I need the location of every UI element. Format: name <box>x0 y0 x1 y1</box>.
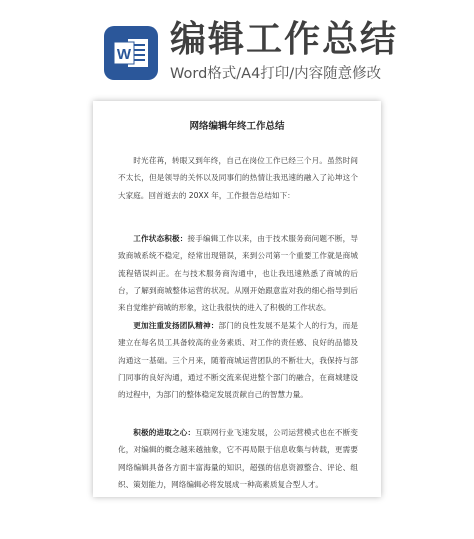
banner-title: 编辑工作总结 <box>170 19 399 60</box>
svg-text:W: W <box>116 46 132 63</box>
banner-subtitle: Word格式/A4打印/内容随意修改 <box>170 66 382 82</box>
document-paragraph-intro <box>118 152 358 204</box>
paragraph-lead: 积极的进取之心： <box>133 428 196 437</box>
paragraph-lead: 更加注重发扬团队精神： <box>133 321 219 330</box>
paragraph-lead: 工作状态积极： <box>133 234 188 243</box>
header-banner <box>0 0 474 92</box>
document-title: 网络编辑年终工作总结 <box>189 121 285 132</box>
document-paragraph-progress <box>118 424 358 493</box>
word-doc-icon <box>104 26 158 80</box>
paragraph-text: 接手编辑工作以来，由于技术服务商问题不断，导致商城系统不稳定，经常出现错误，来到公司第一个重要工作就是商城流程错误纠正。在与技术服务商沟通中，也让我迅速熟悉了商城的后台，了解到商城整体运营的状况。从刚开始跟意监对我的细心指导到后来自觉维护商城的形象，这让我很快的进入了积极的工作状态。 <box>118 234 359 313</box>
document-paragraph-work-state <box>118 230 358 316</box>
paragraph-text: 互联网行业飞速发展，公司运营模式也在不断变化，对编辑的概念越来越抽象，它不再局限于信息收集与转载，更需要网络编辑具备各方面丰富海量的知识，超强的信息资源整合、评论、组织、策划能力，网络编辑必将发展成一种高素质复合型人才。 <box>118 428 358 489</box>
paragraph-text: 部门的良性发展不是某个人的行为，而是建立在每名员工具备较高的业务素质、对工作的责任感、良好的品德及沟通这一基础。三个月来，随着商城运营团队的不断壮大，我保持与部门同事的良好沟通，通过不断交流来促进整个部门的融合，在商城建设的过程中，为部门的整体稳定发展贡献自己的智慧力量。 <box>118 321 359 400</box>
document-page <box>93 101 381 497</box>
paragraph-text: 时光荏苒，转眼又到年终，自己在岗位工作已经三个月。虽然时间不太长，但是领导的关怀以及同事们的热情让我迅速的融入了沁坤这个大家庭。回首逝去的 20XX 年，工作报告总结如下： <box>118 156 358 200</box>
document-paragraph-team-spirit <box>118 317 358 403</box>
